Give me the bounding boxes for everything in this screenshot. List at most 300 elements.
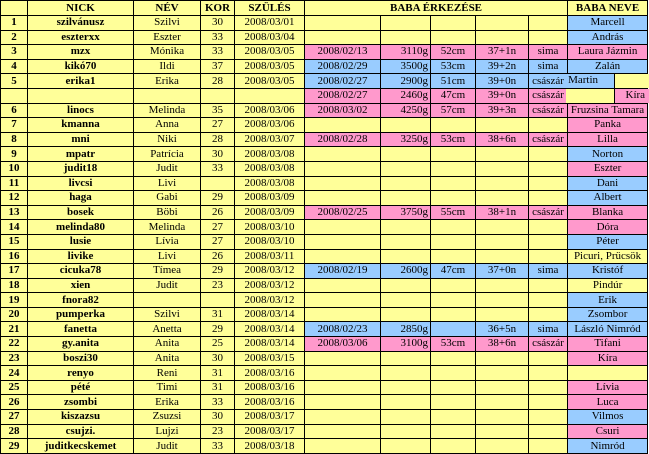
arrival-date: 2008/02/29: [305, 59, 381, 74]
baby-name: Eszter: [568, 161, 648, 176]
arrival-date: [305, 351, 381, 366]
table-row: [1, 74, 648, 89]
row-nev: Tímea: [134, 264, 201, 279]
baby-name: Kíra: [568, 351, 648, 366]
row-kor: 27: [201, 234, 235, 249]
baby-name: Kristóf: [568, 264, 648, 279]
row-nev: Judit: [134, 161, 201, 176]
row-szules: 2008/03/11: [235, 249, 305, 264]
arrival-week: 39+0n: [476, 74, 529, 89]
arrival-week: 39+0n: [476, 88, 529, 103]
baby-name: Laura Jázmin: [568, 45, 648, 60]
baby-name-cell: [568, 88, 648, 103]
arrival-length: [431, 249, 476, 264]
arrival-length: 53cm: [431, 59, 476, 74]
arrival-weight: [381, 307, 431, 322]
arrival-length: [431, 234, 476, 249]
row-kor: 35: [201, 103, 235, 118]
arrival-date: [305, 191, 381, 206]
row-szules: 2008/03/15: [235, 351, 305, 366]
row-nev: Ildi: [134, 59, 201, 74]
arrival-week: [476, 30, 529, 45]
table-row: [1, 132, 648, 147]
row-szules: 2008/03/14: [235, 322, 305, 337]
row-number: 27: [1, 410, 28, 425]
baby-name: László Nimród: [568, 322, 648, 337]
arrival-weight: 2850g: [381, 322, 431, 337]
arrival-weight: [381, 439, 431, 454]
baby-name: Pindúr: [568, 278, 648, 293]
arrival-type: [529, 118, 568, 133]
row-nev: Judit: [134, 278, 201, 293]
arrival-date: [305, 220, 381, 235]
arrival-week: 37+0n: [476, 264, 529, 279]
row-kor: 30: [201, 410, 235, 425]
row-nev: Melinda: [134, 220, 201, 235]
arrival-length: 51cm: [431, 74, 476, 89]
baby-name: Péter: [568, 234, 648, 249]
row-nick: mni: [28, 132, 134, 147]
baby-name: [568, 366, 648, 381]
row-szules: 2008/03/14: [235, 307, 305, 322]
arrival-length: [431, 147, 476, 162]
arrival-type: [529, 366, 568, 381]
row-kor: [201, 293, 235, 308]
arrival-weight: [381, 234, 431, 249]
arrival-length: [431, 424, 476, 439]
row-nev: Niki: [134, 132, 201, 147]
row-nick: livcsi: [28, 176, 134, 191]
row-szules: 2008/03/05: [235, 74, 305, 89]
arrival-week: [476, 249, 529, 264]
row-number: 17: [1, 264, 28, 279]
arrival-date: [305, 293, 381, 308]
row-szules: 2008/03/08: [235, 147, 305, 162]
arrival-date: [305, 249, 381, 264]
row-number: 14: [1, 220, 28, 235]
arrival-type: császár: [529, 103, 568, 118]
arrival-date: [305, 410, 381, 425]
arrival-week: [476, 351, 529, 366]
arrival-date: [305, 118, 381, 133]
arrival-date: [305, 380, 381, 395]
row-nick: mpatr: [28, 147, 134, 162]
arrival-weight: [381, 351, 431, 366]
header-baba-erkezese: BABA ÉRKEZÉSE: [305, 1, 568, 16]
row-nick: eszterxx: [28, 30, 134, 45]
row-szules: 2008/03/04: [235, 30, 305, 45]
arrival-weight: [381, 278, 431, 293]
baby-name: Lilla: [568, 132, 648, 147]
baby-name: Zsombor: [568, 307, 648, 322]
arrival-length: [431, 176, 476, 191]
row-szules: 2008/03/09: [235, 205, 305, 220]
arrival-weight: [381, 161, 431, 176]
row-kor: 27: [201, 118, 235, 133]
arrival-type: [529, 278, 568, 293]
row-szules: 2008/03/17: [235, 424, 305, 439]
baby-name: Tifani: [568, 337, 648, 352]
arrival-weight: [381, 249, 431, 264]
row-number: 26: [1, 395, 28, 410]
row-kor: 23: [201, 424, 235, 439]
table-row: [1, 205, 648, 220]
arrival-weight: [381, 410, 431, 425]
row-number: 12: [1, 191, 28, 206]
row-szules: 2008/03/10: [235, 234, 305, 249]
arrival-date: [305, 307, 381, 322]
row-kor: 26: [201, 205, 235, 220]
row-nick: zsombi: [28, 395, 134, 410]
arrival-week: [476, 234, 529, 249]
arrival-week: [476, 293, 529, 308]
baby-split: [568, 89, 647, 103]
row-kor: 31: [201, 366, 235, 381]
row-kor: 28: [201, 74, 235, 89]
baby-name: Martin: [566, 74, 615, 88]
arrival-date: 2008/02/27: [305, 88, 381, 103]
arrival-length: 53cm: [431, 132, 476, 147]
arrival-week: [476, 176, 529, 191]
table-row: [1, 249, 648, 264]
header-kor: KOR: [201, 1, 235, 16]
row-nick: lusie: [28, 234, 134, 249]
row-number: 15: [1, 234, 28, 249]
arrival-type: császár: [529, 74, 568, 89]
arrival-type: [529, 220, 568, 235]
row-kor: 29: [201, 322, 235, 337]
arrival-weight: [381, 395, 431, 410]
row-nick: boszi30: [28, 351, 134, 366]
arrival-type: sima: [529, 59, 568, 74]
row-kor: [201, 176, 235, 191]
baby-name: Blanka: [568, 205, 648, 220]
arrival-type: [529, 439, 568, 454]
arrival-week: [476, 439, 529, 454]
arrival-date: [305, 176, 381, 191]
baby-split-empty: [566, 89, 615, 103]
arrival-type: [529, 161, 568, 176]
row-nick: fnora82: [28, 293, 134, 308]
row-szules: 2008/03/10: [235, 220, 305, 235]
row-szules: 2008/03/16: [235, 366, 305, 381]
table-row: [1, 439, 648, 454]
row-szules: 2008/03/14: [235, 337, 305, 352]
arrival-date: [305, 16, 381, 31]
row-number: 10: [1, 161, 28, 176]
table-row: [1, 161, 648, 176]
arrival-length: [431, 380, 476, 395]
arrival-type: császár: [529, 88, 568, 103]
baby-split-empty: [615, 74, 649, 88]
arrival-length: 47cm: [431, 88, 476, 103]
header-baba-neve: BABA NEVE: [568, 1, 648, 16]
arrival-week: 38+6n: [476, 132, 529, 147]
baby-name-cell: [568, 74, 648, 89]
arrival-date: [305, 278, 381, 293]
row-szules: 2008/03/09: [235, 191, 305, 206]
arrival-date: [305, 439, 381, 454]
row-kor: 33: [201, 395, 235, 410]
arrival-date: [305, 234, 381, 249]
header-num: [1, 1, 28, 16]
row-szules: 2008/03/06: [235, 118, 305, 133]
row-kor: 27: [201, 220, 235, 235]
arrival-type: [529, 147, 568, 162]
arrival-weight: [381, 424, 431, 439]
table-row: [1, 103, 648, 118]
row-szules: 2008/03/12: [235, 264, 305, 279]
table-row: [1, 220, 648, 235]
arrival-type: [529, 30, 568, 45]
arrival-week: 36+5n: [476, 322, 529, 337]
arrival-length: [431, 118, 476, 133]
row-number: 23: [1, 351, 28, 366]
row-nick: pumperka: [28, 307, 134, 322]
arrival-length: [431, 439, 476, 454]
row-nick: linocs: [28, 103, 134, 118]
arrival-weight: 3110g: [381, 45, 431, 60]
arrival-length: [431, 278, 476, 293]
arrival-week: 38+1n: [476, 205, 529, 220]
table-row: [1, 424, 648, 439]
row-kor: 28: [201, 132, 235, 147]
arrival-date: 2008/02/28: [305, 132, 381, 147]
header-nick: NICK: [28, 1, 134, 16]
row-szules: 2008/03/12: [235, 293, 305, 308]
baby-name: Panka: [568, 118, 648, 133]
arrival-weight: [381, 220, 431, 235]
row-nick: bosek: [28, 205, 134, 220]
row-szules: 2008/03/08: [235, 161, 305, 176]
row-number: 1: [1, 16, 28, 31]
table-row: [1, 278, 648, 293]
table-row: [1, 30, 648, 45]
row-number: 20: [1, 307, 28, 322]
arrival-week: [476, 191, 529, 206]
arrival-length: 47cm: [431, 264, 476, 279]
row-kor: 29: [201, 191, 235, 206]
baby-name: Luca: [568, 395, 648, 410]
row-kor: 23: [201, 278, 235, 293]
row-szules: 2008/03/12: [235, 278, 305, 293]
baby-name: Albert: [568, 191, 648, 206]
row-szules: 2008/03/05: [235, 59, 305, 74]
row-szules: 2008/03/08: [235, 176, 305, 191]
baby-name: Nimród: [568, 439, 648, 454]
row-number: 25: [1, 380, 28, 395]
arrival-date: [305, 161, 381, 176]
row-number: 4: [1, 59, 28, 74]
header-row: [1, 1, 648, 16]
arrival-length: [431, 307, 476, 322]
row-number: 19: [1, 293, 28, 308]
row-kor: 26: [201, 249, 235, 264]
arrival-week: [476, 147, 529, 162]
row-kor: 31: [201, 307, 235, 322]
row-nev: Judit: [134, 439, 201, 454]
row-number: 7: [1, 118, 28, 133]
baby-name: András: [568, 30, 648, 45]
arrival-week: [476, 118, 529, 133]
arrival-type: [529, 16, 568, 31]
table-row: [1, 322, 648, 337]
arrival-date: 2008/03/02: [305, 103, 381, 118]
row-kor: 30: [201, 16, 235, 31]
table-body: [1, 16, 648, 454]
row-nev: Lívia: [134, 234, 201, 249]
row-nev: Anita: [134, 351, 201, 366]
arrival-type: császár: [529, 205, 568, 220]
arrival-length: [431, 366, 476, 381]
row-kor: 31: [201, 380, 235, 395]
arrival-type: [529, 410, 568, 425]
row-nev: Böbi: [134, 205, 201, 220]
arrival-week: [476, 16, 529, 31]
arrival-weight: [381, 176, 431, 191]
row-nick: juditkecskemet: [28, 439, 134, 454]
row-nev: Eszter: [134, 30, 201, 45]
row-number: 24: [1, 366, 28, 381]
row-nev: Zsuzsi: [134, 410, 201, 425]
arrival-length: [431, 395, 476, 410]
row-number: 6: [1, 103, 28, 118]
arrival-week: [476, 424, 529, 439]
row-nick: [28, 88, 134, 103]
arrival-length: 57cm: [431, 103, 476, 118]
arrival-week: 39+3n: [476, 103, 529, 118]
row-nev: Anna: [134, 118, 201, 133]
arrival-week: [476, 278, 529, 293]
arrival-type: császár: [529, 132, 568, 147]
arrival-type: sima: [529, 45, 568, 60]
arrival-week: 39+2n: [476, 59, 529, 74]
row-number: [1, 88, 28, 103]
row-szules: 2008/03/16: [235, 380, 305, 395]
row-nick: cicuka78: [28, 264, 134, 279]
table-row: [1, 16, 648, 31]
row-number: 5: [1, 74, 28, 89]
arrival-weight: 3100g: [381, 337, 431, 352]
baby-name: Dani: [568, 176, 648, 191]
header-szules: SZÜLÉS: [235, 1, 305, 16]
row-number: 2: [1, 30, 28, 45]
table-row: [1, 264, 648, 279]
arrival-weight: 3750g: [381, 205, 431, 220]
row-kor: [201, 88, 235, 103]
arrival-weight: 2900g: [381, 74, 431, 89]
arrival-weight: [381, 380, 431, 395]
row-number: 29: [1, 439, 28, 454]
row-nick: judit18: [28, 161, 134, 176]
row-szules: 2008/03/01: [235, 16, 305, 31]
row-szules: 2008/03/05: [235, 45, 305, 60]
baby-name: Vilmos: [568, 410, 648, 425]
row-nick: xien: [28, 278, 134, 293]
arrival-weight: [381, 366, 431, 381]
arrival-type: sima: [529, 322, 568, 337]
row-kor: 37: [201, 59, 235, 74]
arrival-type: [529, 351, 568, 366]
row-nev: Melinda: [134, 103, 201, 118]
arrival-weight: [381, 191, 431, 206]
arrival-length: [431, 351, 476, 366]
row-nev: Patrícia: [134, 147, 201, 162]
arrival-type: [529, 191, 568, 206]
arrival-weight: [381, 293, 431, 308]
arrival-length: 53cm: [431, 337, 476, 352]
arrival-length: [431, 30, 476, 45]
row-nev: Livi: [134, 249, 201, 264]
row-nick: erika1: [28, 74, 134, 89]
row-nick: kiszazsu: [28, 410, 134, 425]
row-nev: Lujzi: [134, 424, 201, 439]
row-nev: Livi: [134, 176, 201, 191]
baby-name: Picuri, Prücsök: [568, 249, 648, 264]
arrival-week: [476, 395, 529, 410]
row-number: 11: [1, 176, 28, 191]
arrival-length: 52cm: [431, 45, 476, 60]
table-row: [1, 366, 648, 381]
row-nev: [134, 88, 201, 103]
row-nev: Anita: [134, 337, 201, 352]
arrival-weight: [381, 16, 431, 31]
row-szules: 2008/03/18: [235, 439, 305, 454]
table-row: [1, 410, 648, 425]
baby-name: Csuri: [568, 424, 648, 439]
arrival-weight: 2600g: [381, 264, 431, 279]
row-kor: 29: [201, 264, 235, 279]
arrival-weight: [381, 118, 431, 133]
arrival-type: [529, 380, 568, 395]
row-nev: Mónika: [134, 45, 201, 60]
row-number: 22: [1, 337, 28, 352]
row-number: 13: [1, 205, 28, 220]
baby-name: Erik: [568, 293, 648, 308]
row-nev: [134, 293, 201, 308]
table-row: [1, 88, 648, 103]
arrival-date: 2008/02/25: [305, 205, 381, 220]
arrival-type: [529, 307, 568, 322]
arrival-week: [476, 307, 529, 322]
row-nev: Szilvi: [134, 16, 201, 31]
table-row: [1, 176, 648, 191]
arrival-week: 37+1n: [476, 45, 529, 60]
arrival-length: [431, 322, 476, 337]
table-row: [1, 234, 648, 249]
arrival-length: [431, 220, 476, 235]
row-nick: csujzi.: [28, 424, 134, 439]
row-nick: melinda80: [28, 220, 134, 235]
arrival-type: sima: [529, 264, 568, 279]
row-number: 18: [1, 278, 28, 293]
arrival-date: [305, 366, 381, 381]
row-nick: gy.anita: [28, 337, 134, 352]
row-szules: 2008/03/16: [235, 395, 305, 410]
arrival-weight: 3250g: [381, 132, 431, 147]
table-row: [1, 395, 648, 410]
baby-name: Kíra: [615, 89, 649, 103]
baby-name: Fruzsina Tamara: [568, 103, 648, 118]
arrival-length: [431, 16, 476, 31]
row-number: 8: [1, 132, 28, 147]
row-number: 28: [1, 424, 28, 439]
table-row: [1, 118, 648, 133]
row-nick: mzx: [28, 45, 134, 60]
row-number: 21: [1, 322, 28, 337]
arrival-type: [529, 249, 568, 264]
row-nick: pété: [28, 380, 134, 395]
